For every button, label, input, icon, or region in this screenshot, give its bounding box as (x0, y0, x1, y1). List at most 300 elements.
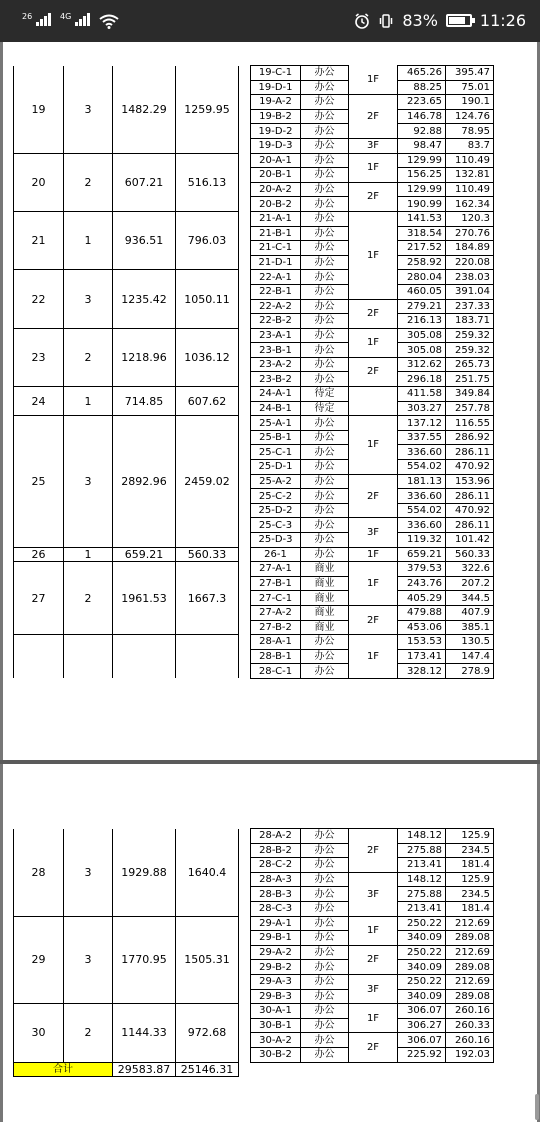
use-cell: 办公 (301, 945, 349, 960)
group-n-cell: 3 (64, 829, 113, 917)
unit-cell: 24-B-1 (251, 401, 301, 416)
group-area2-cell: 972.68 (176, 1004, 239, 1062)
group-no-cell: 22 (14, 270, 64, 328)
group-n-cell: 2 (64, 562, 113, 635)
net-area-cell: 130.5 (446, 635, 494, 650)
column-gap (239, 387, 251, 416)
net-area-cell: 560.33 (446, 547, 494, 562)
area-cell: 306.27 (398, 1018, 446, 1033)
net-area-cell: 212.69 (446, 916, 494, 931)
group-no-cell: 29 (14, 916, 64, 1004)
group-area2-cell: 1259.95 (176, 66, 239, 154)
net-area-cell: 78.95 (446, 124, 494, 139)
group-n-cell (64, 635, 113, 679)
unit-cell: 20-B-1 (251, 168, 301, 183)
use-cell: 商业 (301, 620, 349, 635)
net-area-cell: 212.69 (446, 945, 494, 960)
use-cell: 办公 (301, 1047, 349, 1062)
use-cell: 办公 (301, 664, 349, 679)
area-cell: 318.54 (398, 226, 446, 241)
group-area-cell: 659.21 (113, 547, 176, 562)
area-cell: 217.52 (398, 241, 446, 256)
table-row (14, 270, 494, 285)
floor-cell: 2F (349, 182, 398, 211)
floor-cell: 3F (349, 974, 398, 1003)
group-area-cell: 714.85 (113, 387, 176, 416)
area-cell: 312.62 (398, 357, 446, 372)
use-cell: 办公 (301, 445, 349, 460)
unit-cell: 25-A-2 (251, 474, 301, 489)
area-cell: 554.02 (398, 503, 446, 518)
group-no-cell: 19 (14, 66, 64, 154)
total-area: 29583.87 (113, 1062, 176, 1077)
group-area-cell: 2892.96 (113, 416, 176, 547)
net-area-cell: 192.03 (446, 1047, 494, 1062)
column-gap (239, 211, 251, 269)
unit-cell: 29-A-2 (251, 945, 301, 960)
use-cell: 办公 (301, 66, 349, 81)
floor-cell: 2F (349, 95, 398, 139)
net-area-cell: 220.08 (446, 255, 494, 270)
table-row (14, 387, 494, 402)
use-cell: 办公 (301, 168, 349, 183)
floor-cell: 2F (349, 605, 398, 634)
group-area2-cell: 1640.4 (176, 829, 239, 917)
unit-cell: 29-A-3 (251, 974, 301, 989)
use-cell: 办公 (301, 197, 349, 212)
net-area-cell: 286.11 (446, 518, 494, 533)
area-cell: 213.41 (398, 858, 446, 873)
area-cell: 337.55 (398, 430, 446, 445)
net-area-cell: 322.6 (446, 562, 494, 577)
group-no-cell: 27 (14, 562, 64, 635)
use-cell: 办公 (301, 843, 349, 858)
floor-cell: 2F (349, 357, 398, 386)
unit-cell: 25-D-2 (251, 503, 301, 518)
use-cell: 办公 (301, 328, 349, 343)
area-cell: 453.06 (398, 620, 446, 635)
unit-cell: 23-B-1 (251, 343, 301, 358)
net-area-cell: 147.4 (446, 649, 494, 664)
unit-cell: 29-B-2 (251, 960, 301, 975)
net-area-cell: 260.16 (446, 1033, 494, 1048)
net-area-cell: 116.55 (446, 416, 494, 431)
net-area-cell: 470.92 (446, 503, 494, 518)
table-row (14, 1004, 494, 1019)
group-area-cell: 936.51 (113, 211, 176, 269)
column-gap (239, 635, 251, 679)
group-area2-cell: 2459.02 (176, 416, 239, 547)
net-area-cell: 125.9 (446, 829, 494, 844)
net-area-cell: 234.5 (446, 887, 494, 902)
use-cell: 办公 (301, 270, 349, 285)
use-cell: 办公 (301, 518, 349, 533)
use-cell: 办公 (301, 255, 349, 270)
floor-cell: 1F (349, 211, 398, 299)
group-no-cell: 20 (14, 153, 64, 211)
group-n-cell: 3 (64, 270, 113, 328)
group-area2-cell: 516.13 (176, 153, 239, 211)
group-area2-cell: 1036.12 (176, 328, 239, 386)
area-cell: 405.29 (398, 591, 446, 606)
column-gap (239, 1004, 251, 1062)
net-area-cell: 181.4 (446, 901, 494, 916)
unit-cell: 26-1 (251, 547, 301, 562)
table-row (14, 211, 494, 226)
use-cell: 办公 (301, 489, 349, 504)
unit-cell: 28-A-2 (251, 829, 301, 844)
unit-cell: 27-B-1 (251, 576, 301, 591)
status-bar (0, 0, 540, 42)
group-n-cell: 2 (64, 328, 113, 386)
use-cell: 办公 (301, 901, 349, 916)
floor-cell: 2F (349, 299, 398, 328)
net-area-cell: 391.04 (446, 284, 494, 299)
use-cell: 办公 (301, 357, 349, 372)
unit-cell: 21-A-1 (251, 211, 301, 226)
area-cell: 460.05 (398, 284, 446, 299)
unit-cell: 22-B-2 (251, 314, 301, 329)
column-gap (239, 153, 251, 211)
area-cell: 275.88 (398, 887, 446, 902)
status-right (354, 11, 526, 30)
area-cell: 303.27 (398, 401, 446, 416)
area-cell: 137.12 (398, 416, 446, 431)
group-no-cell (14, 635, 64, 679)
net-area-cell: 181.4 (446, 858, 494, 873)
unit-cell: 25-A-1 (251, 416, 301, 431)
unit-cell: 19-B-2 (251, 109, 301, 124)
unit-cell: 28-A-3 (251, 872, 301, 887)
floor-cell: 1F (349, 153, 398, 182)
area-cell: 379.53 (398, 562, 446, 577)
unit-cell: 19-D-2 (251, 124, 301, 139)
use-cell: 办公 (301, 124, 349, 139)
group-no-cell: 28 (14, 829, 64, 917)
group-n-cell: 3 (64, 416, 113, 547)
net-area-cell: 289.08 (446, 989, 494, 1004)
use-cell: 办公 (301, 547, 349, 562)
net-area-cell: 110.49 (446, 182, 494, 197)
group-no-cell: 26 (14, 547, 64, 562)
area-cell: 148.12 (398, 829, 446, 844)
net-area-cell: 162.34 (446, 197, 494, 212)
floor-cell: 2F (349, 945, 398, 974)
net-area-cell: 212.69 (446, 974, 494, 989)
use-cell: 办公 (301, 182, 349, 197)
use-cell: 办公 (301, 931, 349, 946)
unit-cell: 27-A-2 (251, 605, 301, 620)
floor-cell (349, 387, 398, 416)
column-gap (239, 562, 251, 635)
use-cell: 办公 (301, 211, 349, 226)
net-area-cell: 184.89 (446, 241, 494, 256)
group-no-cell: 24 (14, 387, 64, 416)
net-area-cell: 132.81 (446, 168, 494, 183)
use-cell: 办公 (301, 95, 349, 110)
use-cell: 办公 (301, 1018, 349, 1033)
group-area-cell (113, 635, 176, 679)
column-gap (239, 829, 251, 917)
battery-icon (446, 14, 472, 27)
use-cell: 办公 (301, 635, 349, 650)
unit-cell: 28-B-3 (251, 887, 301, 902)
unit-cell: 21-D-1 (251, 255, 301, 270)
area-cell: 250.22 (398, 916, 446, 931)
group-n-cell: 1 (64, 547, 113, 562)
table-row (14, 416, 494, 431)
net-area-cell: 286.11 (446, 489, 494, 504)
use-cell: 办公 (301, 153, 349, 168)
unit-cell: 27-B-2 (251, 620, 301, 635)
group-area-cell: 1144.33 (113, 1004, 176, 1062)
area-cell: 146.78 (398, 109, 446, 124)
floor-cell: 1F (349, 916, 398, 945)
floor-cell: 3F (349, 138, 398, 153)
area-cell: 250.22 (398, 974, 446, 989)
sim1-label: 26 (22, 12, 33, 21)
net-area-cell: 349.84 (446, 387, 494, 402)
net-area-cell: 385.1 (446, 620, 494, 635)
net-area-cell: 289.08 (446, 931, 494, 946)
unit-cell: 30-A-1 (251, 1004, 301, 1019)
area-cell: 659.21 (398, 547, 446, 562)
area-cell: 305.08 (398, 343, 446, 358)
unit-cell: 29-B-3 (251, 989, 301, 1004)
unit-cell: 24-A-1 (251, 387, 301, 402)
table-row (14, 916, 494, 931)
floor-cell: 1F (349, 416, 398, 474)
area-cell: 173.41 (398, 649, 446, 664)
area-cell: 129.99 (398, 153, 446, 168)
area-cell: 216.13 (398, 314, 446, 329)
group-area-cell: 1770.95 (113, 916, 176, 1004)
area-cell: 223.65 (398, 95, 446, 110)
use-cell: 办公 (301, 989, 349, 1004)
net-area-cell: 234.5 (446, 843, 494, 858)
net-area-cell: 259.32 (446, 343, 494, 358)
group-area2-cell: 1050.11 (176, 270, 239, 328)
net-area-cell: 260.16 (446, 1004, 494, 1019)
area-cell: 225.92 (398, 1047, 446, 1062)
unit-cell: 28-C-3 (251, 901, 301, 916)
use-cell: 办公 (301, 858, 349, 873)
group-area2-cell: 796.03 (176, 211, 239, 269)
use-cell: 办公 (301, 1033, 349, 1048)
floor-cell: 2F (349, 829, 398, 873)
area-cell: 129.99 (398, 182, 446, 197)
area-cell: 98.47 (398, 138, 446, 153)
net-area-cell: 75.01 (446, 80, 494, 95)
use-cell: 办公 (301, 503, 349, 518)
group-area-cell: 1961.53 (113, 562, 176, 635)
area-cell: 411.58 (398, 387, 446, 402)
scrollbar-thumb[interactable] (535, 1094, 539, 1120)
use-cell: 商业 (301, 591, 349, 606)
area-cell: 336.60 (398, 518, 446, 533)
group-area2-cell: 560.33 (176, 547, 239, 562)
group-area2-cell (176, 635, 239, 679)
use-cell: 办公 (301, 533, 349, 548)
net-area-cell: 257.78 (446, 401, 494, 416)
use-cell: 办公 (301, 1004, 349, 1019)
table-row (14, 547, 494, 562)
net-area-cell: 124.76 (446, 109, 494, 124)
unit-cell: 25-B-1 (251, 430, 301, 445)
use-cell: 商业 (301, 605, 349, 620)
unit-cell: 29-A-1 (251, 916, 301, 931)
unit-cell: 28-C-2 (251, 858, 301, 873)
unit-cell: 21-C-1 (251, 241, 301, 256)
use-cell: 办公 (301, 138, 349, 153)
use-cell: 办公 (301, 314, 349, 329)
net-area-cell: 251.75 (446, 372, 494, 387)
net-area-cell: 265.73 (446, 357, 494, 372)
use-cell: 办公 (301, 284, 349, 299)
net-area-cell: 278.9 (446, 664, 494, 679)
total-net-area: 25146.31 (176, 1062, 239, 1077)
group-area-cell: 1482.29 (113, 66, 176, 154)
use-cell: 办公 (301, 109, 349, 124)
total-row (14, 1062, 494, 1077)
document-page-2[interactable] (3, 764, 537, 1122)
floor-cell: 2F (349, 474, 398, 518)
unit-cell: 28-C-1 (251, 664, 301, 679)
net-area-cell: 238.03 (446, 270, 494, 285)
column-gap (239, 547, 251, 562)
area-cell: 465.26 (398, 66, 446, 81)
net-area-cell: 153.96 (446, 474, 494, 489)
area-cell: 340.09 (398, 931, 446, 946)
unit-cell: 25-C-2 (251, 489, 301, 504)
group-area2-cell: 1505.31 (176, 916, 239, 1004)
use-cell: 办公 (301, 241, 349, 256)
group-no-cell: 23 (14, 328, 64, 386)
group-n-cell: 2 (64, 153, 113, 211)
net-area-cell: 407.9 (446, 605, 494, 620)
area-cell: 306.07 (398, 1004, 446, 1019)
use-cell: 办公 (301, 226, 349, 241)
unit-cell: 19-C-1 (251, 66, 301, 81)
table-row (14, 829, 494, 844)
signal-icon (75, 12, 91, 26)
net-area-cell: 260.33 (446, 1018, 494, 1033)
area-cell: 336.60 (398, 489, 446, 504)
use-cell: 办公 (301, 829, 349, 844)
clock: 11:26 (479, 11, 526, 30)
battery-percent: 83% (402, 11, 438, 30)
use-cell: 办公 (301, 372, 349, 387)
area-cell: 190.99 (398, 197, 446, 212)
use-cell: 办公 (301, 974, 349, 989)
area-cell: 92.88 (398, 124, 446, 139)
group-no-cell: 30 (14, 1004, 64, 1062)
unit-cell: 20-A-2 (251, 182, 301, 197)
net-area-cell: 286.11 (446, 445, 494, 460)
group-area-cell: 1929.88 (113, 829, 176, 917)
net-area-cell: 259.32 (446, 328, 494, 343)
sim2-label: 4G (60, 12, 72, 21)
table-row (14, 153, 494, 168)
area-cell: 88.25 (398, 80, 446, 95)
area-cell: 479.88 (398, 605, 446, 620)
unit-cell: 25-D-1 (251, 460, 301, 475)
area-cell: 296.18 (398, 372, 446, 387)
floor-cell: 3F (349, 518, 398, 547)
area-cell: 340.09 (398, 960, 446, 975)
use-cell: 商业 (301, 576, 349, 591)
unit-cell: 19-A-2 (251, 95, 301, 110)
use-cell: 办公 (301, 872, 349, 887)
table-row (14, 635, 494, 650)
unit-cell: 20-A-1 (251, 153, 301, 168)
area-cell: 156.25 (398, 168, 446, 183)
use-cell: 办公 (301, 416, 349, 431)
net-area-cell: 83.7 (446, 138, 494, 153)
unit-cell: 23-A-1 (251, 328, 301, 343)
use-cell: 办公 (301, 460, 349, 475)
net-area-cell: 101.42 (446, 533, 494, 548)
area-table-page-1 (13, 65, 494, 679)
area-cell: 250.22 (398, 945, 446, 960)
use-cell: 待定 (301, 401, 349, 416)
use-cell: 办公 (301, 343, 349, 358)
unit-cell: 19-D-3 (251, 138, 301, 153)
area-cell: 275.88 (398, 843, 446, 858)
area-cell: 328.12 (398, 664, 446, 679)
document-page-1[interactable] (3, 42, 537, 760)
net-area-cell: 190.1 (446, 95, 494, 110)
column-gap (239, 328, 251, 386)
use-cell: 待定 (301, 387, 349, 402)
unit-cell: 25-D-3 (251, 533, 301, 548)
floor-cell: 1F (349, 635, 398, 679)
use-cell: 办公 (301, 430, 349, 445)
unit-cell: 23-B-2 (251, 372, 301, 387)
use-cell: 办公 (301, 299, 349, 314)
unit-cell: 29-B-1 (251, 931, 301, 946)
group-area2-cell: 1667.3 (176, 562, 239, 635)
unit-cell: 19-D-1 (251, 80, 301, 95)
area-cell: 141.53 (398, 211, 446, 226)
use-cell: 办公 (301, 887, 349, 902)
unit-cell: 27-A-1 (251, 562, 301, 577)
net-area-cell: 125.9 (446, 872, 494, 887)
area-table-page-2 (13, 828, 494, 1077)
area-cell: 153.53 (398, 635, 446, 650)
floor-cell: 1F (349, 328, 398, 357)
area-cell: 279.21 (398, 299, 446, 314)
area-cell: 305.08 (398, 328, 446, 343)
wifi-icon (99, 14, 119, 29)
column-gap (239, 66, 251, 154)
use-cell: 办公 (301, 960, 349, 975)
floor-cell: 1F (349, 66, 398, 95)
unit-cell: 30-B-1 (251, 1018, 301, 1033)
net-area-cell: 110.49 (446, 153, 494, 168)
floor-cell: 1F (349, 1004, 398, 1033)
net-area-cell: 120.3 (446, 211, 494, 226)
group-area-cell: 607.21 (113, 153, 176, 211)
use-cell: 商业 (301, 562, 349, 577)
column-gap (239, 916, 251, 1004)
group-n-cell: 3 (64, 916, 113, 1004)
area-cell: 306.07 (398, 1033, 446, 1048)
group-n-cell: 1 (64, 211, 113, 269)
unit-cell: 30-A-2 (251, 1033, 301, 1048)
unit-cell: 30-B-2 (251, 1047, 301, 1062)
area-cell: 258.92 (398, 255, 446, 270)
